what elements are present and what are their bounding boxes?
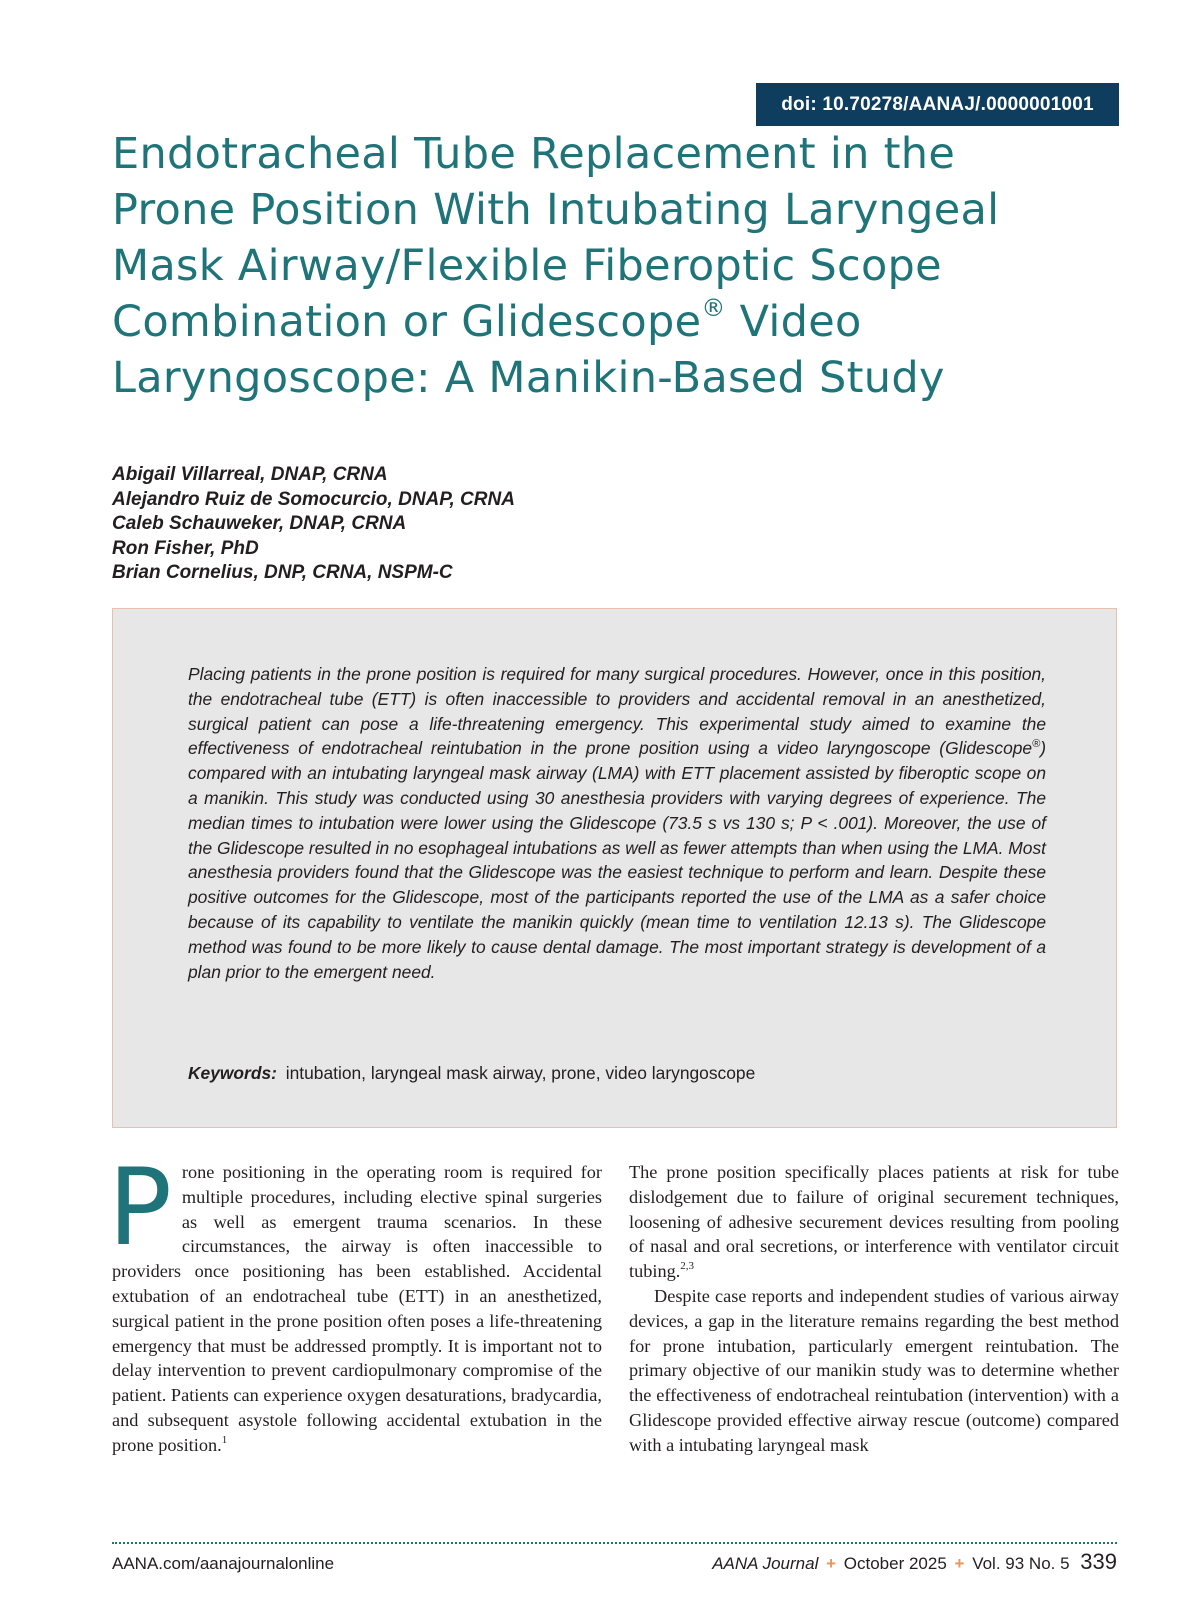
registered-mark: ® bbox=[1032, 738, 1041, 751]
abstract-part-2: ) compared with an intubating laryngeal mask airway (LMA) with ETT placement assisted by fiberoptic scope on a manikin. This study was conducted using 30 anesthesia providers with varying degrees of experience. The median times to intubation were lower using the Glidescope (73.5 s vs 130 s; P < .001). Moreover, the use of the Glidescope resulted in no esophageal intubations as well as fewer attempts than when using the LMA. Most anesthesia providers found that the Glidescope was the easiest technique to perform and learn. Despite these positive outcomes for the Glidescope, most of the participants reported the use of the LMA as a safer choice because of its capability to ventilate the manikin quickly (mean time to ventilation 12.13 s). The Glidescope method was found to be more likely to cause dental damage. The most important strategy is development of a plan prior to the emergent need. bbox=[188, 738, 1046, 982]
footer-website: AANA.com/aanajournalonline bbox=[112, 1554, 335, 1573]
abstract-part-1: Placing patients in the prone position is required for many surgical procedures. However, once in this position, the endotracheal tube (ETT) is often inaccessible to providers and accidental removal in an anesthetized, surgical patient can pose a life-threatening emergency. This experimental study aimed to examine the effectiveness of endotracheal reintubation in the prone position using a video laryngoscope (Glidescope bbox=[188, 664, 1046, 759]
footer-citation bbox=[712, 1549, 1117, 1577]
title-line-1: Endotracheal Tube Replacement in the bbox=[112, 129, 956, 179]
footer-rule bbox=[112, 1542, 1117, 1544]
keywords bbox=[188, 1061, 1046, 1085]
separator: + bbox=[954, 1554, 965, 1573]
body-paragraph-text: The prone position specifically places patients at risk for tube dislodgement due to failure of original securement techniques, loosening of adhesive securement devices resulting from pooling of nasal and oral secretions, or interference with ventilator circuit tubing. bbox=[629, 1162, 1119, 1282]
body-paragraph: Despite case reports and independent studies of various airway devices, a gap in the literature remains regarding the best method for prone intubation, particularly emergent reintubation. The primary objective of our manikin study was to determine whether the effectiveness of endotracheal reintubation (intervention) with a Glidescope provided effective airway rescue (outcome) compared with a intubating laryngeal mask bbox=[629, 1285, 1119, 1455]
article-title bbox=[112, 126, 1112, 406]
author-list bbox=[112, 463, 515, 586]
issue-date: October 2025 bbox=[843, 1554, 947, 1573]
intro-text: rone positioning in the operating room is required for multiple procedures, including elective spinal surgeries as well as emergent trauma scenarios. In these circumstances, the airway is often inaccessible to providers once positioning has been established. Accidental extubation of an endotracheal tube (ETT) in an anesthetized, surgical patient in the prone position often poses a life-threatening emergency that must be addressed promptly. It is important not to delay intervention to prevent cardiopulmonary compromise of the patient. Patients can experience oxygen desaturations, bradycardia, and subsequent asystole following accidental extubation in the prone position. bbox=[112, 1162, 602, 1455]
citation-ref: 1 bbox=[221, 1433, 228, 1446]
registered-mark: ® bbox=[701, 294, 726, 322]
title-line-5: Laryngoscope: A Manikin-Based Study bbox=[112, 353, 945, 403]
author: Alejandro Ruiz de Somocurcio, DNAP, CRNA bbox=[112, 488, 515, 510]
keywords-list: intubation, laryngeal mask airway, prone, video laryngoscope bbox=[285, 1063, 756, 1083]
title-line-4 bbox=[112, 294, 1112, 350]
journal-name: AANA Journal bbox=[712, 1554, 819, 1573]
author: Ron Fisher, PhD bbox=[112, 537, 259, 559]
title-line-4-end: Video bbox=[725, 297, 862, 347]
abstract-box bbox=[112, 608, 1117, 1128]
drop-cap: P bbox=[108, 1146, 172, 1269]
body-paragraph bbox=[629, 1160, 1119, 1284]
body-column-left bbox=[108, 1146, 602, 1458]
abstract-text bbox=[188, 662, 1046, 984]
doi-badge: doi: 10.70278/AANAJ/.0000001001 bbox=[756, 83, 1119, 126]
separator: + bbox=[826, 1554, 837, 1573]
page-number: 339 bbox=[1080, 1549, 1117, 1574]
keywords-label: Keywords: bbox=[188, 1063, 277, 1083]
author: Brian Cornelius, DNP, CRNA, NSPM-C bbox=[112, 562, 453, 583]
author: Caleb Schauweker, DNAP, CRNA bbox=[112, 513, 407, 534]
citation-ref: 2,3 bbox=[680, 1260, 695, 1273]
intro-paragraph bbox=[108, 1146, 602, 1458]
title-line-3: Mask Airway/Flexible Fiberoptic Scope bbox=[112, 241, 942, 291]
title-line-2: Prone Position With Intubating Laryngeal bbox=[112, 185, 1000, 235]
author: Abigail Villarreal, DNAP, CRNA bbox=[112, 464, 388, 485]
body-column-right bbox=[629, 1160, 1119, 1458]
title-line-4-start: Combination or Glidescope bbox=[112, 297, 702, 347]
volume-issue: Vol. 93 No. 5 bbox=[972, 1554, 1070, 1573]
